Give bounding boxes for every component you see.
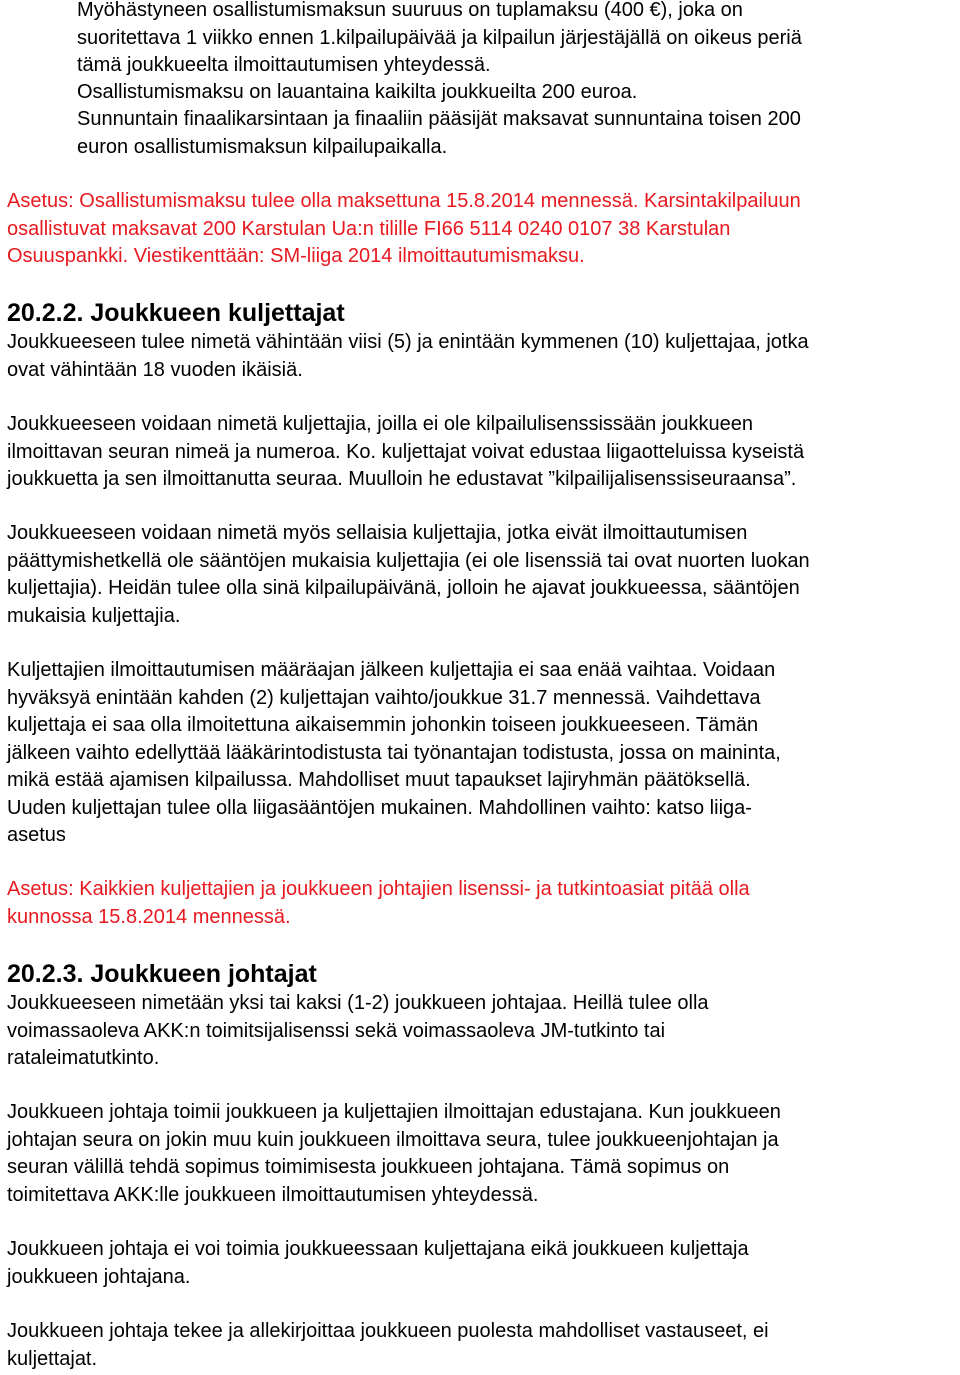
text-line: kuljettajat. [7,1347,98,1370]
text-line: suoritettava 1 viikko ennen 1.kilpailupäivää ja kilpailun järjestäjällä on oikeus periä [77,26,802,49]
text-line: Joukkueen johtaja toimii joukkueen ja kuljettajien ilmoittajan edustajana. Kun joukkueen [7,1101,781,1123]
text-line: Joukkueen johtaja tekee ja allekirjoittaa joukkueen puolesta mahdolliset vastauseet, ei [7,1320,769,1342]
drivers-paragraph-2 [7,411,954,494]
text-line: joukkuetta ja sen ilmoittanutta seuraa. Muulloin he edustavat ”kilpailijalisenssiseuraansa”. [7,468,797,490]
text-line: Asetus: Kaikkien kuljettajien ja joukkueen johtajien lisenssi- ja tutkintoasiat pitää olla [7,878,750,900]
drivers-paragraph-1 [7,329,954,384]
section-heading-drivers: 20.2.2. Joukkueen kuljettajat [7,299,345,327]
text-line: kuljettaja ei saa olla ilmoitettuna aikaisemmin johonkin toiseen joukkueeseen. Tämän [7,714,759,736]
leaders-paragraph-3 [7,1236,954,1291]
text-line: hyväksyä enintään kahden (2) kuljettajan vaihto/joukkue 31.7 mennessä. Vaihdettava [7,686,761,709]
text-line: Sunnuntain finaalikarsintaan ja finaaliin pääsijät maksavat sunnuntaina toisen 200 [77,108,801,130]
late-fee-paragraph [77,0,954,80]
text-line: ovat vähintään 18 vuoden ikäisiä. [7,358,303,381]
text-line: Joukkueeseen voidaan nimetä kuljettajia, joilla ei ole kilpailulisenssissään joukkueen [7,413,754,435]
text-line: ilmoittavan seuran nimeä ja numeroa. Ko. kuljettajat voivat edustaa liigaotteluissa kyseistä [7,440,805,463]
text-line: johtajan seura on jokin muu kuin joukkueen ilmoittava seura, tulee joukkueenjohtajan ja [7,1128,779,1151]
drivers-paragraph-4 [7,657,954,850]
text-line: asetus [7,824,66,846]
text-line: päättymishetkellä ole sääntöjen mukaisia kuljettajia (ei ole lisenssiä tai ovat nuorten luokan [7,549,810,572]
saturday-fee-paragraph [77,79,954,107]
drivers-paragraph-3 [7,520,954,630]
text-line: Osuuspankki. Viestikenttään: SM-liiga 2014 ilmoittautumismaksu. [7,245,585,267]
leaders-paragraph-2 [7,1099,954,1209]
text-line: toimitettava AKK:lle joukkueen ilmoittautumisen yhteydessä. [7,1183,539,1206]
text-line: mikä estää ajamisen kilpailussa. Mahdolliset muut tapaukset lajiryhmän päätöksellä. [7,769,751,791]
fee-decree-paragraph [7,188,954,271]
sunday-fee-paragraph [77,106,954,161]
text-line: voimassaoleva AKK:n toimitsijalisenssi sekä voimassaoleva JM-tutkinto tai [7,1019,666,1042]
text-line: Joukkueeseen tulee nimetä vähintään viisi (5) ja enintään kymmenen (10) kuljettajaa, jotka [7,331,809,353]
text-line: rataleimatutkinto. [7,1047,160,1069]
text-line: Osallistumismaksu on lauantaina kaikilta joukkueilta 200 euroa. [77,81,638,103]
text-line: seuran välillä tehdä sopimus toimimisesta joukkueen johtajana. Tämä sopimus on [7,1156,730,1178]
text-line: jälkeen vaihto edellyttää lääkärintodistusta tai työnantajan todistusta, jossa on maininta, [7,741,781,764]
text-line: kuljettajia). Heidän tulee olla sinä kilpailupäivänä, jolloin he ajavat joukkueessa, sääntöjen [7,577,800,599]
text-line: Myöhästyneen osallistumismaksun suuruus on tuplamaksu (400 €), joka on [77,0,743,21]
text-line: Asetus: Osallistumismaksu tulee olla maksettuna 15.8.2014 mennessä. Karsintakilpailuun [7,190,801,212]
text-line: Joukkueeseen voidaan nimetä myös sellaisia kuljettajia, jotka eivät ilmoittautumisen [7,522,748,544]
text-line: mukaisia kuljettajia. [7,604,181,627]
text-line: euron osallistumismaksun kilpailupaikalla. [77,135,448,158]
leaders-paragraph-4 [7,1318,954,1373]
section-heading-leaders: 20.2.3. Joukkueen johtajat [7,960,317,988]
text-line: tämä joukkueelta ilmoittautumisen yhteydessä. [77,54,491,76]
leaders-paragraph-1 [7,990,954,1073]
text-line: Joukkueeseen nimetään yksi tai kaksi (1-2) joukkueen johtajaa. Heillä tulee olla [7,992,709,1014]
drivers-decree-paragraph [7,876,954,931]
text-line: Kuljettajien ilmoittautumisen määräajan jälkeen kuljettajia ei saa enää vaihtaa. Voidaan [7,659,776,681]
text-line: Uuden kuljettajan tulee olla liigasääntöjen mukainen. Mahdollinen vaihto: katso liiga- [7,796,752,819]
text-line: kunnossa 15.8.2014 mennessä. [7,905,291,928]
text-line: osallistuvat maksavat 200 Karstulan Ua:n tilille FI66 5114 0240 0107 38 Karstulan [7,217,731,240]
text-line: Joukkueen johtaja ei voi toimia joukkueessaan kuljettajana eikä joukkueen kuljettaja [7,1238,749,1260]
text-line: joukkueen johtajana. [7,1265,191,1288]
